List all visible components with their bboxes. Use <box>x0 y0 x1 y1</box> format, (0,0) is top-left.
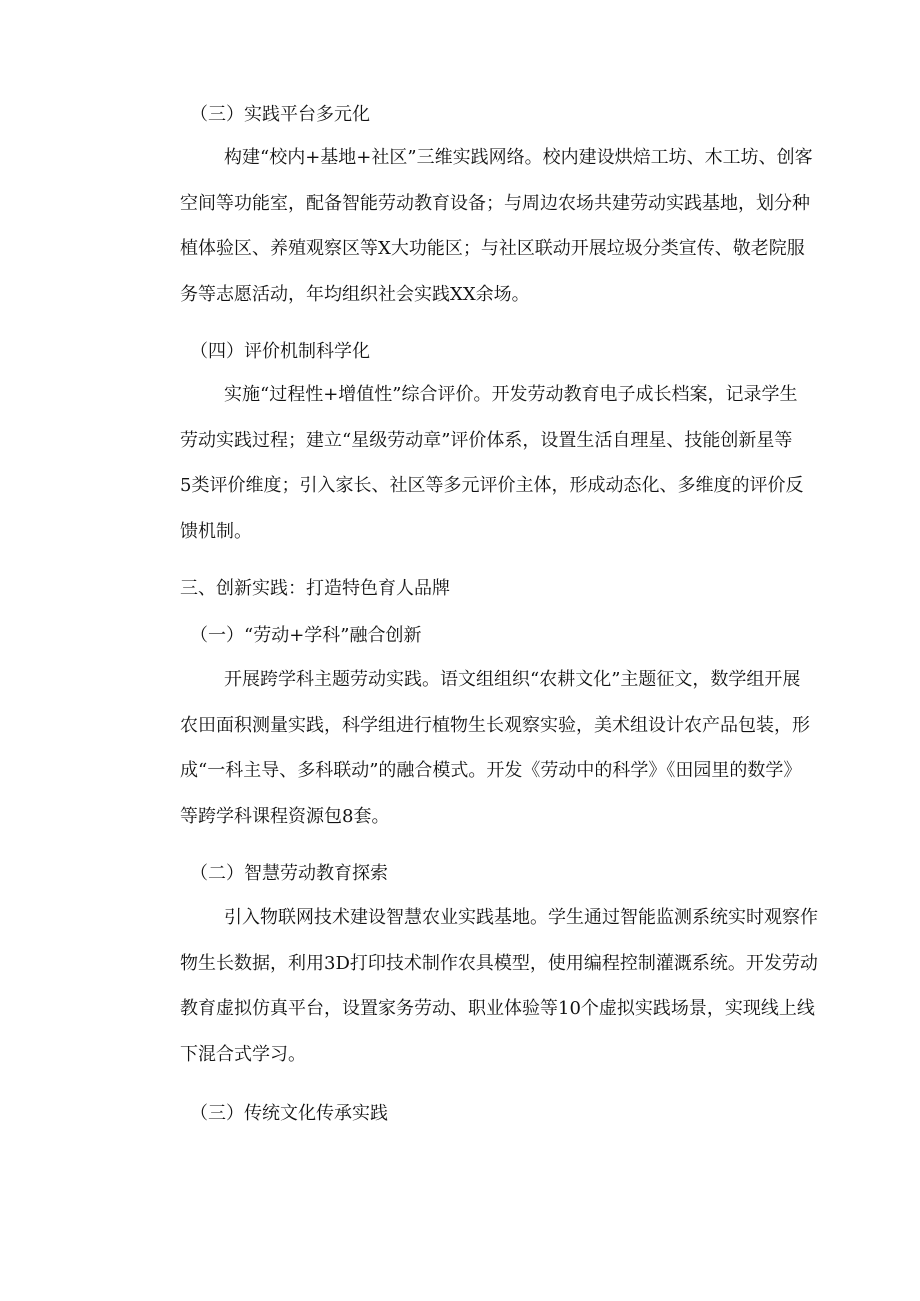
text-line: 5类评价维度；引入家长、社区等多元评价主体，形成动态化、多维度的评价反 <box>180 475 804 496</box>
text-line: 实施“过程性+增值性”综合评价。开发劳动教育电子成长档案，记录学生 <box>224 384 798 405</box>
text-line: 教育虚拟仿真平台，设置家务劳动、职业体验等10个虚拟实践场景，实现线上线 <box>180 998 815 1019</box>
paragraph-labor-subject-fusion <box>136 657 810 839</box>
paragraph-evaluation-mechanism <box>136 372 804 554</box>
text-line: 构建“校内+基地+社区”三维实践网络。校内建设烘焙工坊、木工坊、创客 <box>224 147 813 168</box>
text-line: 劳动实践过程；建立“星级劳动章”评价体系，设置生活自理星、技能创新星等 <box>180 429 793 451</box>
paragraph-smart-labor-education <box>136 895 818 1077</box>
text-line: 等跨学科课程资源包8套。 <box>180 805 390 827</box>
text-line: 物生长数据，利用3D打印技术制作农具模型，使用编程控制灌溉系统。开发劳动 <box>180 952 818 974</box>
paragraph-practice-platform <box>136 135 813 317</box>
text-line: 引入物联网技术建设智慧农业实践基地。学生通过智能监测系统实时观察作 <box>224 907 818 928</box>
text-line: 下混合式学习。 <box>180 1043 306 1065</box>
heading-traditional-culture: （三）传统文化传承实践 <box>190 1103 388 1124</box>
heading-smart-labor-education: （二）智慧劳动教育探索 <box>190 863 388 884</box>
text-line: 开展跨学科主题劳动实践。语文组组织“农耕文化”主题征文，数学组开展 <box>224 669 801 690</box>
text-line: 馈机制。 <box>180 520 252 542</box>
text-line: 农田面积测量实践，科学组进行植物生长观察实验，美术组设计农产品包装，形 <box>180 714 810 736</box>
text-line: 成“一科主导、多科联动”的融合模式。开发《劳动中的科学》《田园里的数学》 <box>180 760 802 781</box>
text-line: 务等志愿活动，年均组织社会实践XX余场。 <box>180 283 530 305</box>
heading-practice-platform: （三）实践平台多元化 <box>190 104 370 125</box>
heading-labor-subject-fusion: （一）“劳动+学科”融合创新 <box>190 625 422 646</box>
text-line: 植体验区、养殖观察区等X大功能区；与社区联动开展垃圾分类宣传、敬老院服 <box>180 238 805 259</box>
heading-evaluation-mechanism: （四）评价机制科学化 <box>190 341 370 362</box>
section-heading-innovation: 三、创新实践：打造特色育人品牌 <box>180 578 450 599</box>
text-line: 空间等功能室，配备智能劳动教育设备；与周边农场共建劳动实践基地，划分种 <box>180 192 810 214</box>
